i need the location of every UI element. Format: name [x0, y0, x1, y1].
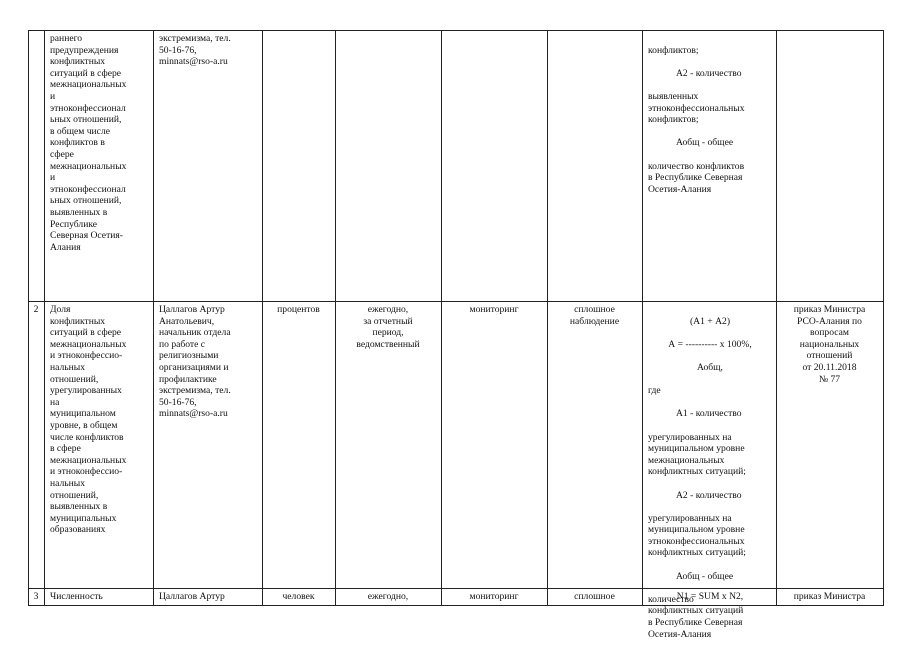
text-line: Аобщ - общее — [676, 570, 734, 582]
observation-type-cell: сплошное — [574, 591, 615, 602]
row-number: 3 — [33, 591, 39, 602]
table-line — [441, 30, 442, 606]
formula-line: А = ---------- х 100%, — [668, 338, 752, 350]
text-line: урегулированных на муниципальном уровне межнациональных конфликтных ситуаций; — [648, 431, 746, 478]
table-line — [883, 30, 884, 606]
table-line — [28, 30, 29, 606]
collection-method-cell: мониторинг — [469, 304, 519, 315]
responsible-person-cell: Цаллагов Артур — [159, 591, 225, 602]
table-line — [44, 30, 45, 606]
text-line: где — [648, 385, 661, 397]
formula-denominator: Аобщ, — [697, 361, 723, 373]
text-line: А1 - количество — [676, 408, 742, 420]
normative-act-cell: приказ Министра РСО-Алания по вопросам национальных отношений от 20.11.2018 № 77 — [793, 304, 866, 385]
responsible-person-cell: экстремизма, тел. 50-16-76, minnats@rso-a.ru — [159, 33, 231, 68]
text-line: А2 - количество — [676, 67, 742, 79]
text-line: конфликтов; — [648, 44, 699, 56]
responsible-person-cell: Цаллагов Артур Анатольевич, начальник отдела по работе с религиозными организациями и профилактике экстремизма, тел. 50-16-76, minnats@rso-a.ru — [159, 304, 231, 420]
calculation-method-cell: N1 = SUM х N2, — [676, 591, 744, 602]
text-line: количество конфликтных ситуаций в Республике Северная Осетия-Алания — [648, 593, 744, 640]
text-line: количество конфликтов в Республике Северная Осетия-Алания — [648, 160, 745, 195]
text-line: выявленных этноконфессиональных конфликтов; — [648, 90, 745, 126]
text-line: А2 - количество — [676, 489, 742, 501]
row-number: 2 — [33, 304, 39, 315]
unit-cell: процентов — [277, 304, 320, 315]
indicator-name-cell: раннего предупреждения конфликтных ситуаций в сфере межнациональных и этноконфессионал ьных отношений, в общем числе конфликтов в сфере межнациональных и этноконфессионал ьных отношений, выявленных в Республике Северная Осетия- Алания — [50, 33, 127, 253]
periodicity-cell: ежегодно, — [367, 591, 409, 602]
table-line — [28, 301, 883, 302]
observation-type-cell: сплошное наблюдение — [569, 304, 620, 327]
indicator-name-cell: Доля конфликтных ситуаций в сфере межнациональных и этноконфессио- нальных отношений, урегулированных на муниципальном уровне, в общем числе конфликтов в сфере межнациональных и этноконфессио- нальных отношений, выявленных в муниципальных образованиях — [50, 304, 127, 536]
text-line: Аобщ - общее — [676, 137, 734, 149]
normative-act-cell: приказ Министра — [793, 591, 866, 602]
indicator-name-cell: Численность — [50, 591, 103, 602]
text-line: урегулированных на муниципальном уровне этноконфессиональных конфликтных ситуаций; — [648, 512, 746, 559]
table-line — [262, 30, 263, 606]
periodicity-cell: ежегодно, за отчетный период, ведомственный — [356, 304, 420, 350]
collection-method-cell: мониторинг — [469, 591, 519, 602]
table-line — [28, 30, 883, 31]
formula-numerator: (А1 + А2) — [689, 315, 731, 327]
table-line — [642, 30, 643, 606]
table-line — [153, 30, 154, 606]
calculation-method-cell — [648, 33, 772, 207]
unit-cell: человек — [282, 591, 315, 602]
